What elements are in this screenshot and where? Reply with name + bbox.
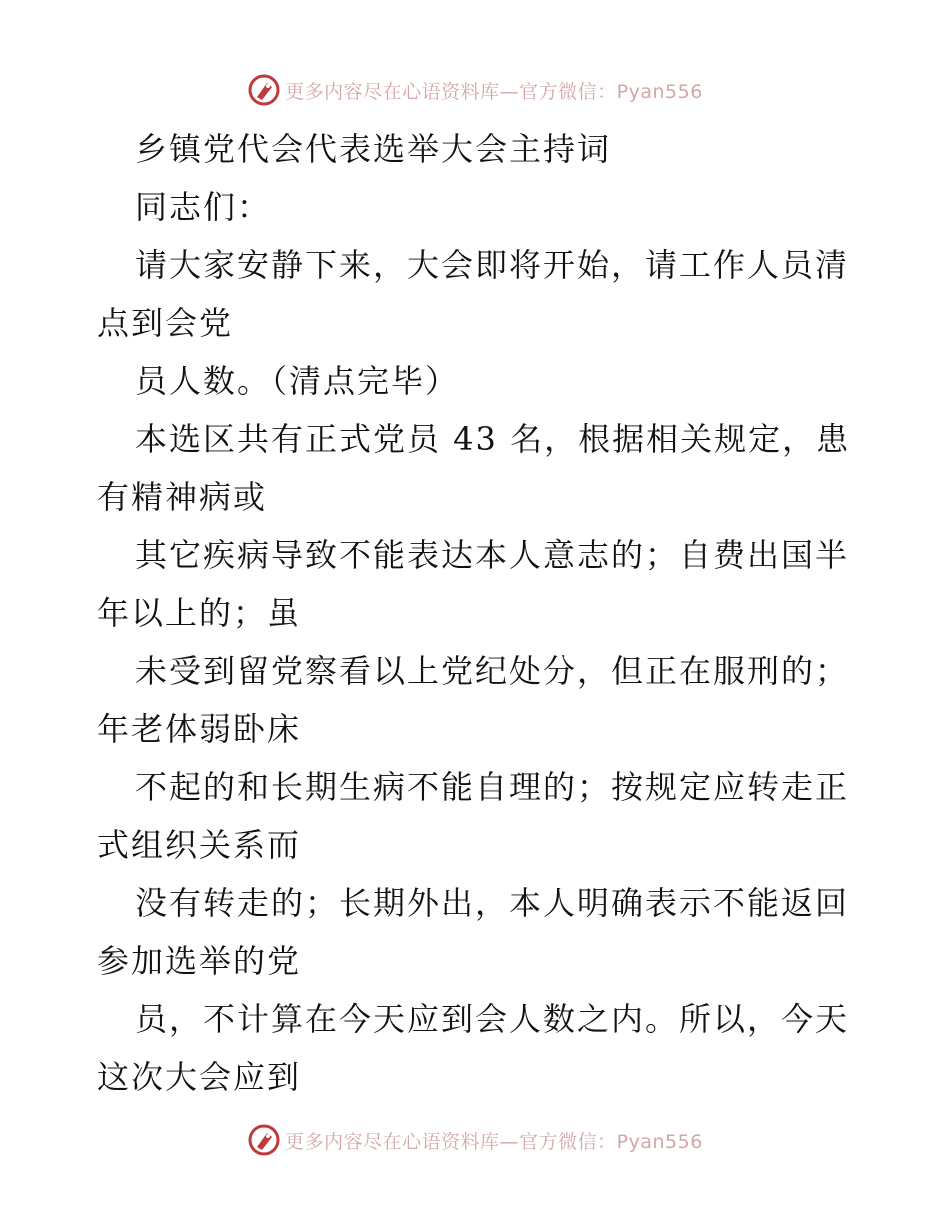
footer-banner — [0, 1120, 950, 1160]
paragraph-line: 本选区共有正式党员 43 名，根据相关规定，患 — [135, 420, 851, 458]
paragraph-line: 没有转走的；长期外出，本人明确表示不能返回 — [135, 884, 850, 922]
salutation: 同志们： — [135, 188, 272, 226]
paragraph-line: 有精神病或 — [97, 478, 268, 516]
paragraph-line: 参加选举的党 — [97, 942, 302, 980]
footer-banner-text: 更多内容尽在心语资料库—官方微信：Pyan556 — [285, 1130, 703, 1153]
paragraph-line: 未受到留党察看以上党纪处分，但正在服刑的； — [135, 652, 850, 690]
paragraph-line: 年老体弱卧床 — [97, 710, 302, 748]
paragraph-line: 年以上的；虽 — [97, 594, 302, 632]
document-title: 乡镇党代会代表选举大会主持词 — [135, 130, 612, 168]
paragraph-line: 其它疾病导致不能表达本人意志的；自费出国半 — [135, 536, 850, 574]
header-banner-text: 更多内容尽在心语资料库—官方微信：Pyan556 — [285, 80, 703, 103]
paragraph-line: 这次大会应到 — [97, 1058, 302, 1096]
paragraph-line: 不起的和长期生病不能自理的；按规定应转走正 — [135, 768, 850, 806]
paragraph-line: 点到会党 — [97, 304, 234, 342]
paragraph-line: 员人数。（清点完毕） — [135, 362, 460, 400]
pen-nib-logo-icon — [247, 73, 281, 107]
header-banner — [0, 70, 950, 110]
paragraph-line: 式组织关系而 — [97, 826, 302, 864]
pen-nib-logo-icon — [247, 1123, 281, 1157]
paragraph-line: 请大家安静下来，大会即将开始，请工作人员清 — [135, 246, 850, 284]
document-body — [97, 120, 857, 1106]
paragraph-line: 员，不计算在今天应到会人数之内。所以，今天 — [135, 1000, 850, 1038]
